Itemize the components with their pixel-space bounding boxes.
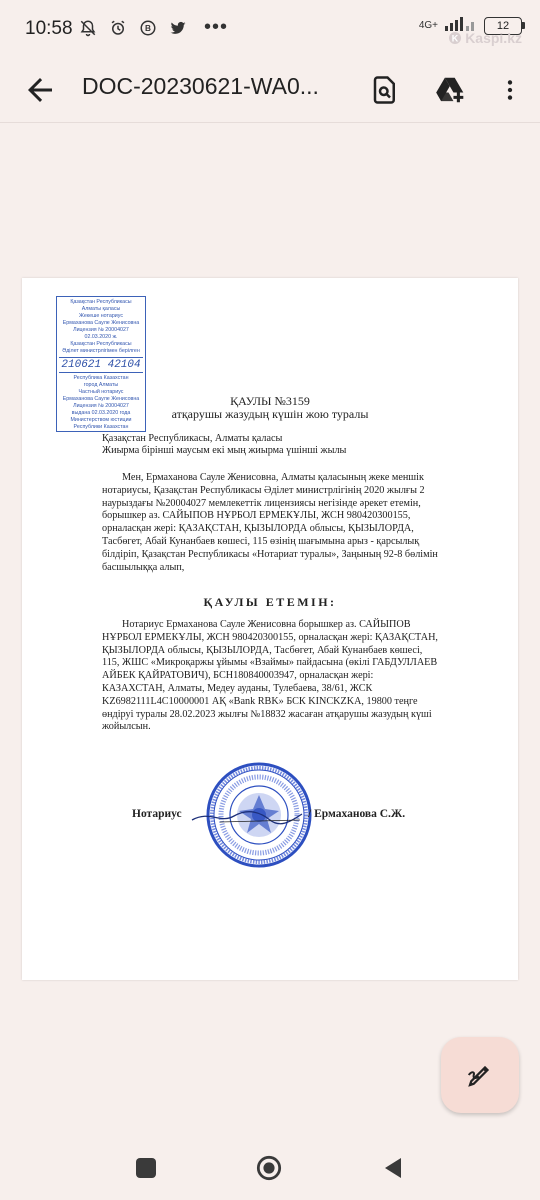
decree-heading: ҚАУЛЫ ЕТЕМІН: bbox=[203, 595, 337, 609]
search-document-button[interactable] bbox=[365, 70, 405, 110]
paragraph-2-line: Нотариус Ермаханова Сауле Женисовна борышкер аз. САЙЫПОВ bbox=[122, 619, 411, 630]
paragraph-2-line: KZ6982111L4C10000001 АҚ «Bank RBK» БСК KINCKZKA, 19800 теңге bbox=[102, 695, 418, 707]
stamp-line: Республики Казахстан bbox=[73, 424, 129, 430]
home-circle-icon bbox=[256, 1154, 282, 1182]
network-label: 4G+ bbox=[418, 19, 438, 31]
recents-square-icon bbox=[135, 1157, 157, 1179]
more-vert-icon bbox=[497, 77, 523, 103]
paragraph-1-line: білдіріп, Қазақстан Республикасы «Нотариат туралы», Заңының 92-8 бөлімін bbox=[102, 548, 438, 560]
paragraph-2-line: 115, ЖШС «Микроқаржы ұйымы «Взаймы» пайдасына (өкілі ГАБДУЛЛАЕВ bbox=[102, 657, 438, 669]
stamp-line: 02.03.2020 ж. bbox=[84, 334, 118, 340]
back-nav-button[interactable] bbox=[380, 1155, 406, 1181]
stamp-line: Министерством юстиции bbox=[70, 417, 132, 423]
alarm-icon bbox=[108, 18, 128, 38]
paragraph-2-line: КАЗАХСТАН, Алматы, Медеу ауданы, Тулебаева, 38/61, ЖСК bbox=[102, 682, 373, 694]
paragraph-1-line: басшылыққа алып, bbox=[102, 561, 185, 573]
stamp-line: Частный нотариус bbox=[78, 389, 124, 395]
back-button[interactable] bbox=[22, 72, 58, 108]
watermark-text: Kaspi.kz bbox=[465, 30, 522, 46]
paragraph-1-line: наурыздағы №20004027 мемлекеттік лицензиясы негізінде әрекет етемін, bbox=[102, 497, 421, 509]
home-button[interactable] bbox=[256, 1155, 282, 1181]
more-options-button[interactable] bbox=[490, 70, 530, 110]
battery-indicator: 12 bbox=[484, 17, 522, 35]
stamp-line: Қазақстан Республикасы bbox=[70, 299, 132, 305]
stamp-line: Жекеше нотариус bbox=[79, 313, 123, 319]
document-title-heading: ҚАУЛЫ №3159 bbox=[230, 394, 310, 408]
document-subtitle: атқарушы жазудың күшін жою туралы bbox=[171, 407, 369, 421]
bell-off-icon bbox=[78, 18, 98, 38]
stamp-line: Қазақстан Республикасы bbox=[70, 341, 132, 347]
add-to-drive-button[interactable] bbox=[431, 70, 471, 110]
back-arrow-icon bbox=[22, 72, 58, 108]
stamp-text-kazakh bbox=[57, 299, 145, 355]
system-nav-bar bbox=[0, 1135, 540, 1200]
stamp-line: Лицензия № 20004027 bbox=[73, 403, 129, 409]
paragraph-1-line: Мен, Ермаханова Сауле Женисовна, Алматы қаласының жеке меншік bbox=[122, 472, 424, 483]
stamp-line: выдана 02.03.2020 года bbox=[71, 410, 131, 416]
notary-name: / Ермаханова С.Ж. bbox=[308, 808, 406, 820]
svg-text:B: B bbox=[145, 23, 151, 33]
paragraph-2-line: АЙБЕК ҚАЙРАТОВИЧ), БСН180840003947, орналасқан жері: bbox=[102, 670, 374, 682]
status-time: 10:58 bbox=[25, 18, 73, 39]
stamp-line: Ермаханова Сауле Женисовна bbox=[62, 320, 140, 326]
stamp-line: Республика Казахстан bbox=[73, 375, 129, 381]
more-notifications-icon: ••• bbox=[204, 16, 229, 38]
handwritten-number: 210621 42104 bbox=[59, 357, 143, 373]
status-bar bbox=[0, 0, 540, 58]
stamp-line: Әділет министрлігімен берілген bbox=[62, 348, 140, 354]
paragraph-1-line: борышкер аз. САЙЫПОВ НҰРБОЛ ЕРМЕКҰЛЫ, ЖСН 980420300155, bbox=[102, 510, 411, 522]
document-date: Жиырма бірінші маусым екі мың жиырма үшінші жылы bbox=[102, 445, 347, 456]
recents-button[interactable] bbox=[133, 1155, 159, 1181]
paragraph-2-line: ҚЫЗЫЛОРДА облысы, ҚЫЗЫЛОРДА, Тасбөгет, Абай Кунанбаев көшесі, bbox=[102, 644, 423, 656]
signature-label: Нотариус bbox=[132, 808, 182, 820]
stamp-line: Ермаханова Сауле Женисовна bbox=[62, 396, 140, 402]
paragraph-2-line: жойылсын. bbox=[102, 721, 151, 733]
stamp-line: Алматы қаласы bbox=[81, 306, 121, 312]
document-paragraph-2 bbox=[102, 619, 492, 734]
paragraph-2-line: өндіруі туралы 28.02.2023 жылғы №18832 жасаған атқарушы жазудың күші bbox=[102, 708, 432, 720]
twitter-icon bbox=[168, 18, 188, 38]
back-triangle-icon bbox=[381, 1156, 405, 1180]
search-document-icon bbox=[370, 75, 400, 105]
drive-add-icon bbox=[435, 75, 467, 105]
document-title: DOC-20230621-WA0... bbox=[82, 73, 319, 99]
edit-annotate-button[interactable] bbox=[441, 1037, 519, 1113]
paragraph-2-line: НҰРБОЛ ЕРМЕКҰЛЫ, ЖСН 980420300155, орналасқан жері: ҚАЗАҚСТАН, bbox=[102, 631, 438, 643]
pen-draw-icon bbox=[465, 1060, 495, 1090]
paragraph-1-line: орналасқан жері: ҚАЗАҚСТАН, ҚЫЗЫЛОРДА облысы, ҚЫЗЫЛОРДА, bbox=[102, 523, 414, 535]
document-page[interactable] bbox=[22, 278, 518, 980]
document-place: Қазақстан Республикасы, Алматы қаласы bbox=[102, 433, 283, 444]
status-icons bbox=[78, 16, 228, 39]
handwritten-signature bbox=[190, 806, 305, 830]
stamp-line: Лицензия № 20004027 bbox=[73, 327, 129, 333]
paragraph-1-line: нотариусы, Қазақстан Республикасы Әділет министрлігінің 2020 жылғы 2 bbox=[102, 484, 425, 496]
app-toolbar bbox=[0, 58, 540, 123]
watermark bbox=[448, 30, 522, 46]
b-app-icon bbox=[138, 18, 158, 38]
paragraph-1-line: Тасбөгет, Абай Кунанбаев көшесі, 115 өзінің шағымына арыз - қарсылық bbox=[102, 535, 420, 547]
document-paragraph-1 bbox=[102, 472, 492, 574]
svg-text:K: K bbox=[451, 33, 459, 44]
kaspi-logo-icon bbox=[448, 31, 462, 45]
stamp-line: город Алматы bbox=[83, 382, 119, 388]
